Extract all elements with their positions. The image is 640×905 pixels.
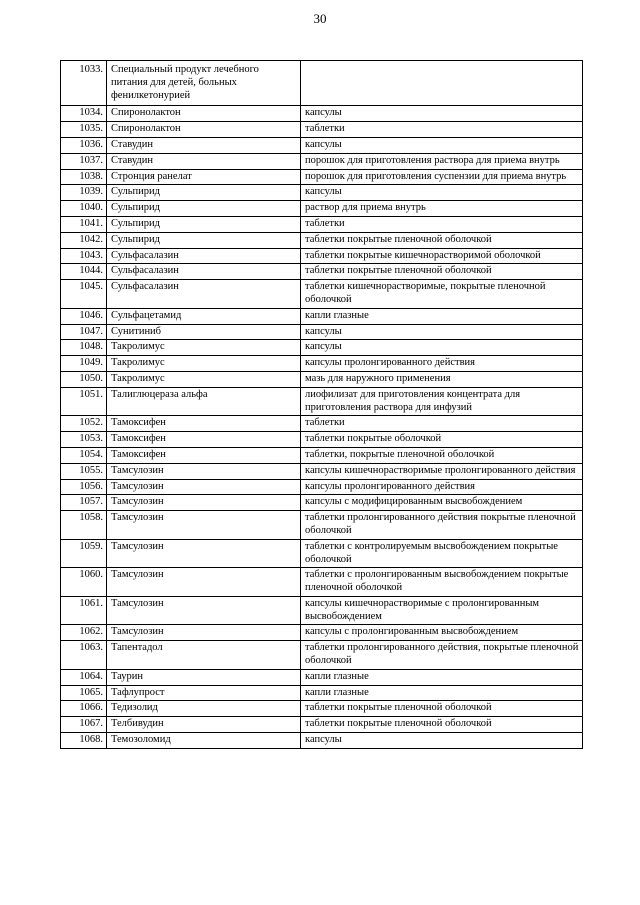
table-row bbox=[61, 106, 583, 122]
row-number: 1067. bbox=[61, 717, 107, 733]
row-number: 1063. bbox=[61, 641, 107, 670]
dosage-form: таблетки покрытые пленочной оболочкой bbox=[301, 232, 583, 248]
row-number: 1054. bbox=[61, 447, 107, 463]
table-row bbox=[61, 122, 583, 138]
table-row bbox=[61, 340, 583, 356]
row-number: 1042. bbox=[61, 232, 107, 248]
table-row bbox=[61, 201, 583, 217]
dosage-form: капли глазные bbox=[301, 308, 583, 324]
dosage-form: таблетки bbox=[301, 416, 583, 432]
row-number: 1037. bbox=[61, 153, 107, 169]
table-row bbox=[61, 596, 583, 625]
drug-name: Тамсулозин bbox=[107, 539, 301, 568]
page-number: 30 bbox=[313, 11, 327, 26]
table-row bbox=[61, 137, 583, 153]
drug-name: Тамсулозин bbox=[107, 568, 301, 597]
row-number: 1048. bbox=[61, 340, 107, 356]
drug-name: Сульпирид bbox=[107, 232, 301, 248]
drug-name: Тафлупрост bbox=[107, 685, 301, 701]
drug-name: Сульфасалазин bbox=[107, 280, 301, 309]
dosage-form: капсулы кишечнорастворимые с пролонгированным высвобождением bbox=[301, 596, 583, 625]
drug-name: Тамоксифен bbox=[107, 447, 301, 463]
dosage-form: капсулы bbox=[301, 185, 583, 201]
medication-table-body bbox=[61, 61, 583, 749]
drug-name: Телбивудин bbox=[107, 717, 301, 733]
dosage-form: таблетки bbox=[301, 122, 583, 138]
table-row bbox=[61, 539, 583, 568]
table-row bbox=[61, 153, 583, 169]
table-row bbox=[61, 371, 583, 387]
row-number: 1059. bbox=[61, 539, 107, 568]
table-row bbox=[61, 308, 583, 324]
table-row bbox=[61, 717, 583, 733]
row-number: 1045. bbox=[61, 280, 107, 309]
dosage-form: таблетки пролонгированного действия покрытые пленочной оболочкой bbox=[301, 511, 583, 540]
row-number: 1041. bbox=[61, 216, 107, 232]
drug-name: Ставудин bbox=[107, 137, 301, 153]
table-row bbox=[61, 701, 583, 717]
drug-name: Тамсулозин bbox=[107, 463, 301, 479]
table-row bbox=[61, 248, 583, 264]
dosage-form: капсулы bbox=[301, 137, 583, 153]
dosage-form: капли глазные bbox=[301, 669, 583, 685]
dosage-form: капсулы с пролонгированным высвобождением bbox=[301, 625, 583, 641]
row-number: 1047. bbox=[61, 324, 107, 340]
table-row bbox=[61, 447, 583, 463]
row-number: 1049. bbox=[61, 356, 107, 372]
table-row bbox=[61, 232, 583, 248]
dosage-form: капсулы пролонгированного действия bbox=[301, 479, 583, 495]
drug-name: Сульфасалазин bbox=[107, 264, 301, 280]
table-row bbox=[61, 495, 583, 511]
dosage-form: таблетки кишечнорастворимые, покрытые пленочной оболочкой bbox=[301, 280, 583, 309]
row-number: 1034. bbox=[61, 106, 107, 122]
row-number: 1039. bbox=[61, 185, 107, 201]
row-number: 1060. bbox=[61, 568, 107, 597]
drug-name: Тапентадол bbox=[107, 641, 301, 670]
drug-name: Спиронолактон bbox=[107, 122, 301, 138]
dosage-form: порошок для приготовления суспензии для приема внутрь bbox=[301, 169, 583, 185]
table-row bbox=[61, 479, 583, 495]
drug-name: Темозоломид bbox=[107, 733, 301, 749]
drug-name: Сульпирид bbox=[107, 216, 301, 232]
table-row bbox=[61, 216, 583, 232]
medication-table bbox=[60, 60, 583, 749]
row-number: 1050. bbox=[61, 371, 107, 387]
row-number: 1053. bbox=[61, 432, 107, 448]
drug-name: Сульфацетамид bbox=[107, 308, 301, 324]
drug-name: Тамсулозин bbox=[107, 596, 301, 625]
drug-name: Сульпирид bbox=[107, 185, 301, 201]
dosage-form: капсулы bbox=[301, 733, 583, 749]
row-number: 1057. bbox=[61, 495, 107, 511]
table-row bbox=[61, 625, 583, 641]
table-row bbox=[61, 568, 583, 597]
drug-name: Тамоксифен bbox=[107, 432, 301, 448]
table-row bbox=[61, 641, 583, 670]
row-number: 1044. bbox=[61, 264, 107, 280]
row-number: 1058. bbox=[61, 511, 107, 540]
table-row bbox=[61, 432, 583, 448]
table-row bbox=[61, 169, 583, 185]
dosage-form: мазь для наружного применения bbox=[301, 371, 583, 387]
row-number: 1068. bbox=[61, 733, 107, 749]
row-number: 1056. bbox=[61, 479, 107, 495]
drug-name: Такролимус bbox=[107, 371, 301, 387]
drug-name: Тамсулозин bbox=[107, 625, 301, 641]
drug-name: Тамсулозин bbox=[107, 479, 301, 495]
row-number: 1051. bbox=[61, 387, 107, 416]
row-number: 1033. bbox=[61, 61, 107, 106]
drug-name: Талиглюцераза альфа bbox=[107, 387, 301, 416]
table-row bbox=[61, 387, 583, 416]
dosage-form bbox=[301, 61, 583, 106]
row-number: 1061. bbox=[61, 596, 107, 625]
dosage-form: таблетки, покрытые пленочной оболочкой bbox=[301, 447, 583, 463]
table-row bbox=[61, 416, 583, 432]
row-number: 1064. bbox=[61, 669, 107, 685]
drug-name: Стронция ранелат bbox=[107, 169, 301, 185]
dosage-form: капсулы bbox=[301, 340, 583, 356]
row-number: 1036. bbox=[61, 137, 107, 153]
dosage-form: таблетки пролонгированного действия, покрытые пленочной оболочкой bbox=[301, 641, 583, 670]
drug-name: Тамсулозин bbox=[107, 511, 301, 540]
drug-name: Тамсулозин bbox=[107, 495, 301, 511]
table-row bbox=[61, 463, 583, 479]
row-number: 1038. bbox=[61, 169, 107, 185]
drug-name: Ставудин bbox=[107, 153, 301, 169]
table-row bbox=[61, 264, 583, 280]
drug-name: Такролимус bbox=[107, 356, 301, 372]
drug-name: Сунитиниб bbox=[107, 324, 301, 340]
drug-name: Тамоксифен bbox=[107, 416, 301, 432]
drug-name: Таурин bbox=[107, 669, 301, 685]
dosage-form: капли глазные bbox=[301, 685, 583, 701]
table-row bbox=[61, 61, 583, 106]
dosage-form: таблетки покрытые пленочной оболочкой bbox=[301, 701, 583, 717]
dosage-form: таблетки bbox=[301, 216, 583, 232]
row-number: 1055. bbox=[61, 463, 107, 479]
row-number: 1065. bbox=[61, 685, 107, 701]
dosage-form: капсулы bbox=[301, 324, 583, 340]
drug-name: Спиронолактон bbox=[107, 106, 301, 122]
drug-name: Специальный продукт лечебного питания для детей, больных фенилкетонурией bbox=[107, 61, 301, 106]
table-row bbox=[61, 685, 583, 701]
dosage-form: таблетки покрытые кишечнорастворимой оболочкой bbox=[301, 248, 583, 264]
table-row bbox=[61, 185, 583, 201]
table-row bbox=[61, 280, 583, 309]
dosage-form: лиофилизат для приготовления концентрата для приготовления раствора для инфузий bbox=[301, 387, 583, 416]
dosage-form: таблетки покрытые оболочкой bbox=[301, 432, 583, 448]
row-number: 1043. bbox=[61, 248, 107, 264]
drug-name: Тедизолид bbox=[107, 701, 301, 717]
dosage-form: раствор для приема внутрь bbox=[301, 201, 583, 217]
row-number: 1062. bbox=[61, 625, 107, 641]
row-number: 1066. bbox=[61, 701, 107, 717]
drug-name: Такролимус bbox=[107, 340, 301, 356]
dosage-form: таблетки покрытые пленочной оболочкой bbox=[301, 264, 583, 280]
dosage-form: капсулы кишечнорастворимые пролонгированного действия bbox=[301, 463, 583, 479]
drug-name: Сульпирид bbox=[107, 201, 301, 217]
dosage-form: капсулы с модифицированным высвобождением bbox=[301, 495, 583, 511]
row-number: 1052. bbox=[61, 416, 107, 432]
table-row bbox=[61, 669, 583, 685]
dosage-form: таблетки с контролируемым высвобождением покрытые оболочкой bbox=[301, 539, 583, 568]
dosage-form: капсулы bbox=[301, 106, 583, 122]
dosage-form: порошок для приготовления раствора для приема внутрь bbox=[301, 153, 583, 169]
row-number: 1046. bbox=[61, 308, 107, 324]
table-row bbox=[61, 511, 583, 540]
table-row bbox=[61, 356, 583, 372]
row-number: 1040. bbox=[61, 201, 107, 217]
row-number: 1035. bbox=[61, 122, 107, 138]
drug-name: Сульфасалазин bbox=[107, 248, 301, 264]
dosage-form: таблетки с пролонгированным высвобождением покрытые пленочной оболочкой bbox=[301, 568, 583, 597]
dosage-form: таблетки покрытые пленочной оболочкой bbox=[301, 717, 583, 733]
table-row bbox=[61, 733, 583, 749]
table-row bbox=[61, 324, 583, 340]
dosage-form: капсулы пролонгированного действия bbox=[301, 356, 583, 372]
